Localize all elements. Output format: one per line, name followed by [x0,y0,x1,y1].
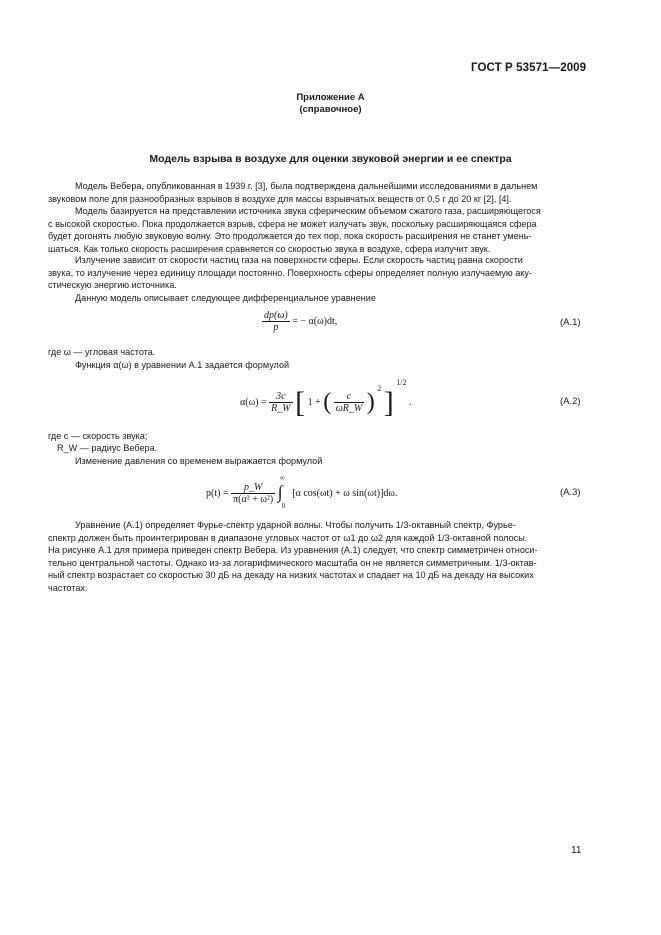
text-line: Данную модель описывает следующее дифференциальное уравнение [75,293,376,303]
equation-tail: . [408,397,412,409]
integral-lower-limit: 0 [281,502,286,510]
integral-upper-limit: ∞ [279,474,285,482]
standard-number: ГОСТ Р 53571—2009 [471,62,587,74]
one-plus: 1 + [307,397,321,409]
equation-lhs: p(t) = [206,487,229,499]
equation-lhs: α(ω) = [240,397,267,409]
equation-label-a2: (А.2) [560,396,581,407]
outer-exponent: 1/2 [396,378,407,387]
denominator: π(α² + ω²) [233,493,274,505]
definition-omega: где ω — угловая частота. [48,347,156,357]
paragraph-5 [48,519,583,594]
text-line: На рисунке А.1 для примера приведен спектр Вебера. Из уравнения (А.1) следует, что спектр симметричен относи- [48,545,538,555]
paragraph-4 [48,292,583,305]
numerator: c [334,391,365,403]
numerator: 3c [269,391,292,403]
text-line: Модель базируется на представлении источника звука сферическим объемом сжатого газа, расширяющегося [75,206,541,216]
denominator: R_W [271,403,291,415]
equation-label-a3: (А.3) [560,487,581,498]
text-line: шаться. Как только скорость расширения сравняется со скоростью звука в воздухе, сфера излучит звук. [48,243,491,254]
equation-a3 [206,474,398,510]
fraction [231,482,275,505]
integral-sign: ∫ [277,482,283,502]
definition-c: где c — скорость звука; [48,431,148,441]
numerator: dp(ω) [264,310,288,321]
equation-a2 [240,378,411,418]
text-line: спектр должен быть проинтегрирован в диапазоне угловых частот от ω1 до ω2 для каждой 1/3-октавной полосы. [48,532,528,543]
denominator: p [273,322,279,333]
left-paren: ( [323,389,332,416]
paragraph-3 [48,254,583,292]
text-line: с высокой скоростью. Пока продолжается взрыв, сфера не может излучать звук, поскольку расширяющаяся сфера [48,218,537,229]
right-paren: ) [366,389,375,416]
definition-rw: R_W — радиус Вебера. [57,443,158,453]
paragraph-1 [48,180,583,205]
text-line: Уравнение (А.1) определяет Фурье-спектр ударной волны. Чтобы получить 1/3-октавный спектр, Фурье- [75,520,516,530]
section-title: Модель взрыва в воздухе для оценки звуковой энергии и ее спектра [149,153,512,165]
numerator: p_W [231,482,275,494]
equation-rhs: = − α(ω)dt, [292,315,338,327]
text-line: будет догонять любую звуковую волну. Это продолжается до тех пор, пока скорость расширения не станет умень- [48,231,532,241]
text-line: звуковом поле для разнообразных взрывов в воздухе для массы взрывчатых веществ от 0,5 г до 20 кг [2], [4]. [48,193,512,204]
equation-label-a1: (А.1) [560,317,581,328]
fraction [269,391,292,414]
paragraph-2 [48,205,583,255]
text-line: звука, то излучение через единицу площади постоянно. Поверхность сферы определяет полную излучаемую аку- [48,267,532,278]
denominator: ωR_W [335,403,363,415]
inner-fraction [334,391,365,414]
integral [277,474,290,510]
page-number: 11 [571,845,582,856]
intro-a2: Функция α(ω) в уравнении А.1 задается формулой [75,360,290,370]
text-line: Модель Вебера, опубликованная в 1939 г. [3], была подтверждена дальнейшими исследованиями в дальнем [75,181,538,191]
intro-a3: Изменение давления со временем выражается формулой [75,456,323,466]
fraction [262,310,290,333]
appendix-title: Приложение А [296,92,365,103]
text-line: частотах. [48,582,88,593]
inner-exponent: 2 [377,384,382,393]
text-line: Излучение зависит от скорости частиц газа на поверхности сферы. Если скорость частиц равна скорости [75,255,523,265]
integrand: [α cos(ωt) + ω sin(ωt)]dω. [292,487,398,499]
left-bracket: [ [295,385,306,419]
appendix-subtitle: (справочное) [299,104,362,115]
equation-a1 [262,310,337,333]
text-line: тельно центральной частоты. Однако из-за логарифмического масштаба он не является симметричным. 1/3-октав- [48,557,537,568]
text-line: стическую энергию источника. [48,280,177,290]
text-line: ный спектр возрастает со скоростью 30 дБ на декаду на низких частотах и спадает на 10 дБ на декаду на высоких [48,570,534,580]
right-bracket: ] [383,385,394,419]
